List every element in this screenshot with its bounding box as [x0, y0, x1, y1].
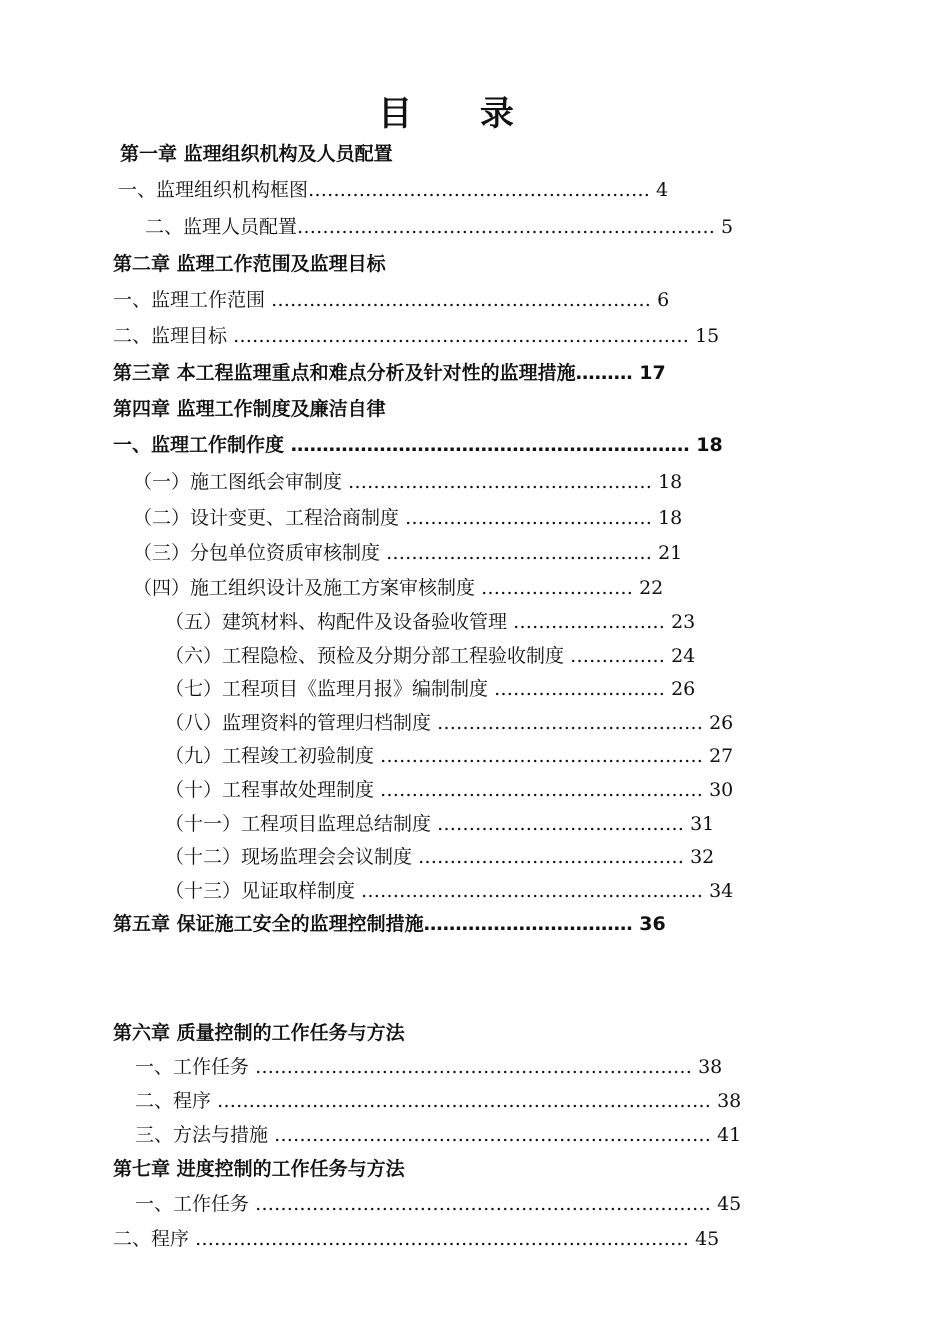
toc-entry: 二、监理目标 ……………………………………………………………… 15 — [113, 325, 720, 347]
toc-entry: （六）工程隐检、预检及分期分部工程验收制度 …………… 24 — [165, 645, 696, 667]
toc-entry: （二）设计变更、工程洽商制度 ………………………………… 18 — [133, 507, 683, 529]
toc-entry: （九）工程竣工初验制度 …………………………………………… 27 — [165, 745, 734, 767]
toc-entry: （七）工程项目《监理月报》编制制度 ……………………… 26 — [165, 678, 696, 700]
toc-chapter-heading: 第五章 保证施工安全的监理控制措施…………………………… 36 — [113, 913, 666, 935]
toc-entry: （四）施工组织设计及施工方案审核制度 …………………… 22 — [133, 577, 664, 599]
toc-entry: （五）建筑材料、构配件及设备验收管理 …………………… 23 — [165, 611, 696, 633]
toc-entry: 一、工作任务 ……………………………………………………………… 45 — [135, 1193, 742, 1215]
toc-entry: （十一）工程项目监理总结制度 ………………………………… 31 — [165, 813, 715, 835]
toc-chapter-heading: 第四章 监理工作制度及廉洁自律 — [113, 398, 386, 420]
toc-chapter-heading: 第六章 质量控制的工作任务与方法 — [113, 1022, 405, 1044]
toc-chapter-heading: 第七章 进度控制的工作任务与方法 — [113, 1158, 405, 1180]
toc-entry: （一）施工图纸会审制度 ………………………………………… 18 — [133, 471, 683, 493]
toc-entry: （八）监理资料的管理归档制度 …………………………………… 26 — [165, 712, 734, 734]
toc-entry: （十二）现场监理会会议制度 …………………………………… 32 — [165, 846, 715, 868]
toc-entry: （十三）见证取样制度 ……………………………………………… 34 — [165, 880, 734, 902]
toc-entry: 一、监理工作范围 …………………………………………………… 6 — [113, 289, 670, 311]
toc-entry: 一、监理工作制作度 ……………………………………………………… 18 — [113, 434, 723, 456]
toc-entry: 一、工作任务 …………………………………………………………… 38 — [135, 1056, 723, 1078]
toc-entry: 三、方法与措施 …………………………………………………………… 41 — [135, 1124, 742, 1146]
page-title: 目 录 — [378, 94, 542, 134]
toc-entry: （三）分包单位资质审核制度 …………………………………… 21 — [133, 542, 683, 564]
toc-entry: 二、程序 …………………………………………………………………… 38 — [135, 1090, 742, 1112]
toc-chapter-heading: 第一章 监理组织机构及人员配置 — [120, 143, 393, 165]
toc-entry: （十）工程事故处理制度 …………………………………………… 30 — [165, 779, 734, 801]
toc-entry: 二、程序 …………………………………………………………………… 45 — [113, 1228, 720, 1250]
toc-chapter-heading: 第三章 本工程监理重点和难点分析及针对性的监理措施……… 17 — [113, 362, 666, 384]
toc-chapter-heading: 第二章 监理工作范围及监理目标 — [113, 253, 386, 275]
toc-entry: 二、监理人员配置………………………………………………………… 5 — [145, 216, 734, 238]
toc-entry: 一、监理组织机构框图……………………………………………… 4 — [118, 179, 669, 201]
